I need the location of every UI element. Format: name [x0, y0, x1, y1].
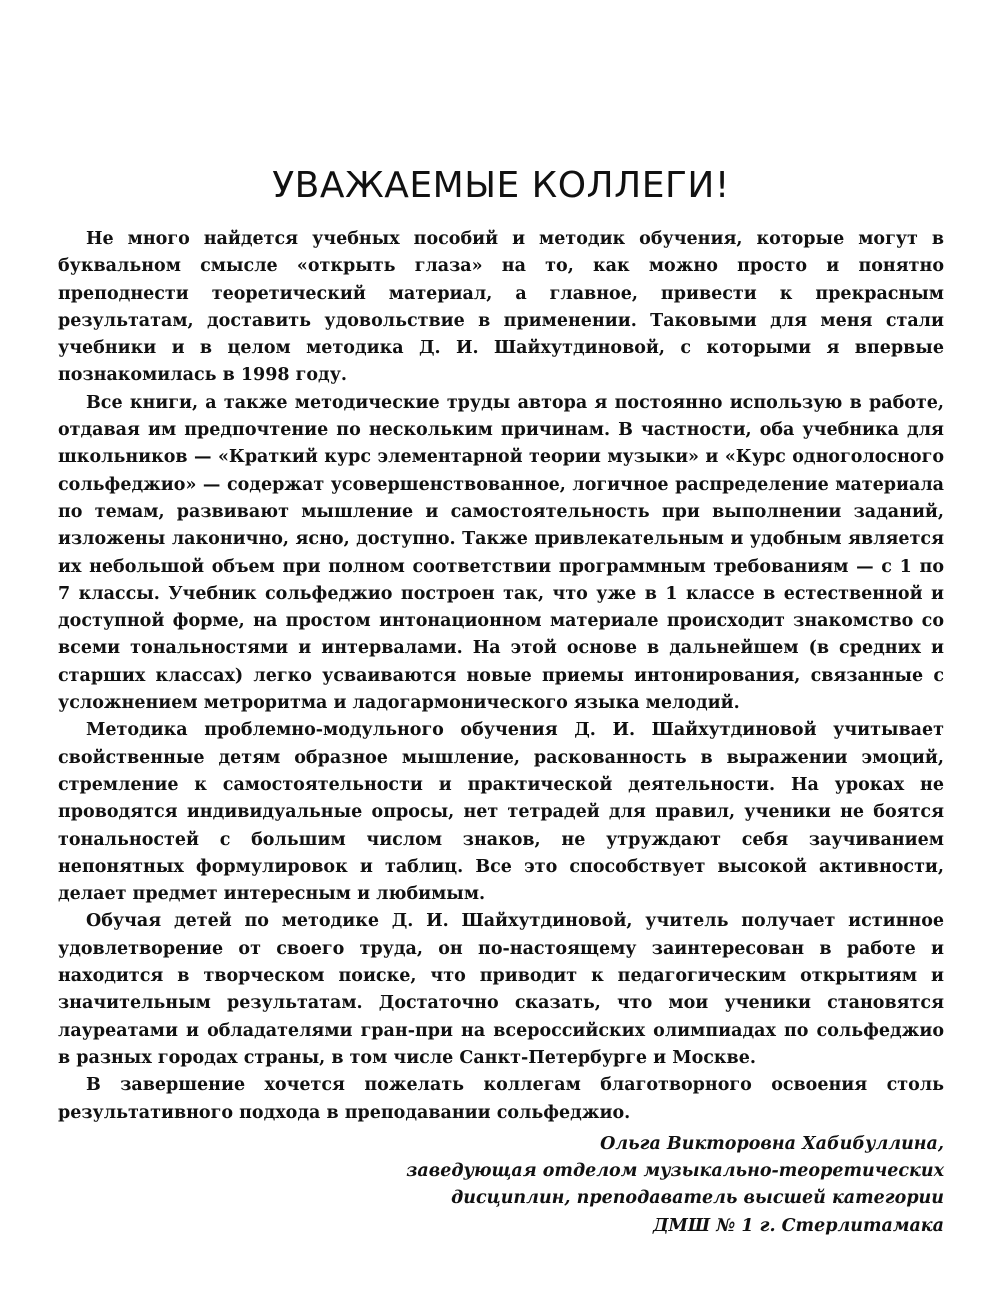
paragraph-5: В завершение хочется пожелать коллегам благотворного освоения столь результативного подхода в преподавании сольфеджио.	[58, 1075, 944, 1123]
letter-page	[58, 160, 944, 1240]
signature-position-cont: дисциплин, преподаватель высшей категории	[451, 1188, 944, 1209]
signature-author-name: Ольга Викторовна Хабибуллина,	[600, 1133, 944, 1154]
signature-position: заведующая отделом музыкально-теоретических	[406, 1161, 944, 1182]
signature-school: ДМШ № 1 г. Стерлитамака	[653, 1215, 944, 1236]
paragraph-3: Методика проблемно-модульного обучения Д. И. Шайхутдиновой учитывает свойственные детям образное мышление, раскованность в выражении эмоций, стремление к самостоятельности и практической деятельности. На уроках не проводятся индивидуальные опросы, нет тетрадей для правил, ученики не боятся тональностей с большим числом знаков, не утруждают себя заучиванием непонятных формулировок и таблиц. Все это способствует высокой активности, делает предмет интересным и любимым.	[58, 720, 944, 905]
paragraph-2: Все книги, а также методические труды автора я постоянно использую в работе, отдавая им предпочтение по нескольким причинам. В частности, оба учебника для школьников — «Краткий курс элементарной теории музыки» и «Курс одноголосного сольфеджио» — содержат усовершенствованное, логичное распределение материала по темам, развивают мышление и самостоятельность при выполнении заданий, изложены лаконично, ясно, доступно. Также привлекательным и удобным является их небольшой объем при полном соответствии программным требованиям — с 1 по 7 классы. Учебник сольфеджио построен так, что уже в 1 классе в естественной и доступной форме, на простом интонационном материале происходит знакомство со всеми тональностями и интервалами. На этой основе в дальнейшем (в средних и старших классах) легко усваиваются новые приемы интонирования, связанные с усложнением метроритма и ладогармонического языка мелодий.	[58, 392, 944, 714]
signature-block	[58, 1131, 944, 1240]
page-title: УВАЖАЕМЫЕ КОЛЛЕГИ!	[272, 165, 730, 206]
paragraph-1: Не много найдется учебных пособий и методик обучения, которые могут в буквальном смысле «открыть глаза» на то, как можно просто и понятно преподнести теоретический материал, а главное, привести к прекрасным результатам, доставить удовольствие в применении. Таковыми для меня стали учебники и в целом методика Д. И. Шайхутдиновой, с которыми я впервые познакомилась в 1998 году.	[58, 229, 944, 386]
paragraph-4: Обучая детей по методике Д. И. Шайхутдиновой, учитель получает истинное удовлетворение от своего труда, он по-настоящему заинтересован в работе и находится в творческом поиске, что приводит к педагогическим открытиям и значительным результатам. Достаточно сказать, что мои ученики становятся лауреатами и обладателями гран-при на всероссийских олимпиадах по сольфеджио в разных городах страны, в том числе Санкт-Петербурге и Москве.	[58, 911, 944, 1068]
